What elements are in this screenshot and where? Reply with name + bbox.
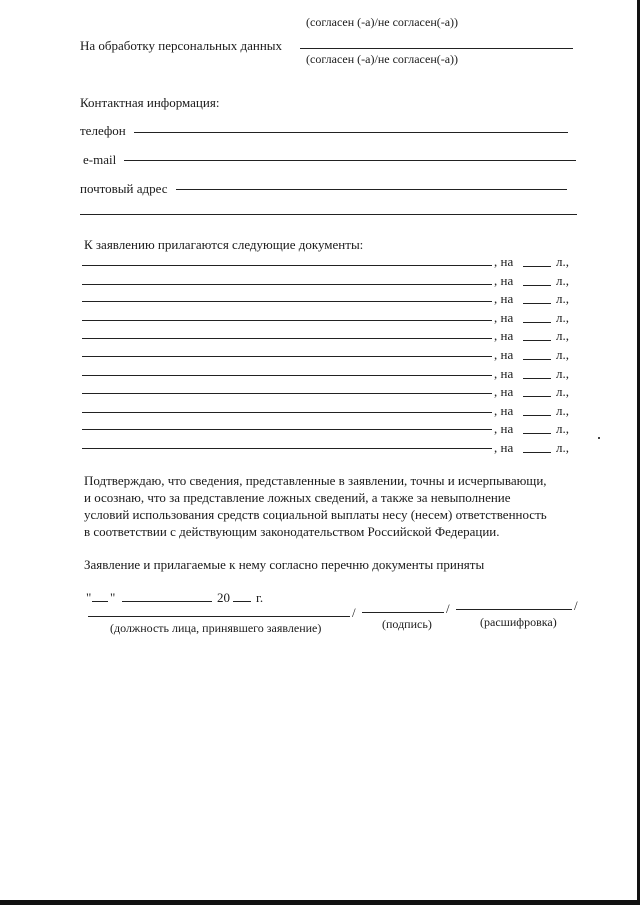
- address-label: почтовый адрес: [80, 181, 168, 196]
- slash-2: /: [446, 601, 450, 616]
- attachment-pages-line[interactable]: [523, 378, 551, 379]
- attachment-doc-line[interactable]: [82, 448, 492, 449]
- slash-3: /: [574, 598, 578, 613]
- email-field-line[interactable]: [124, 160, 576, 161]
- attachment-l-label: л.,: [556, 366, 569, 381]
- confirmation-line-4: в соответствии с действующим законодательством Российской Федерации.: [84, 524, 500, 539]
- position-caption: (должность лица, принявшего заявление): [110, 621, 322, 635]
- attachment-na-label: , на: [494, 328, 514, 343]
- attachment-doc-line[interactable]: [82, 375, 492, 376]
- attachment-doc-line[interactable]: [82, 429, 492, 430]
- address-field-line-2[interactable]: [80, 214, 577, 215]
- attachment-pages-line[interactable]: [523, 359, 551, 360]
- date-month-line[interactable]: [122, 601, 212, 602]
- scan-border-bottom: [0, 900, 640, 905]
- attachment-doc-line[interactable]: [82, 412, 492, 413]
- contact-heading: Контактная информация:: [80, 95, 220, 110]
- confirmation-line-2: и осознаю, что за представление ложных сведений, а также за невыполнение: [84, 490, 511, 505]
- confirmation-line-3: условий использования средств социальной выплаты несу (несем) ответственность: [84, 507, 547, 522]
- attachment-pages-line[interactable]: [523, 433, 551, 434]
- attachment-l-label: л.,: [556, 328, 569, 343]
- attachment-l-label: л.,: [556, 310, 569, 325]
- acceptance-text: Заявление и прилагаемые к нему согласно перечню документы приняты: [84, 557, 485, 572]
- attachment-na-label: , на: [494, 384, 514, 399]
- attachments-heading: К заявлению прилагаются следующие документы:: [84, 237, 364, 252]
- attachment-na-label: , на: [494, 310, 514, 325]
- decoding-caption: (расшифровка): [480, 615, 557, 629]
- date-close-quote: ": [110, 590, 116, 605]
- decoding-field-line[interactable]: [456, 609, 572, 610]
- attachment-na-label: , на: [494, 273, 514, 288]
- attachment-pages-line[interactable]: [523, 415, 551, 416]
- consent-hint-bottom: (согласен (-а)/не согласен(-а)): [306, 52, 459, 66]
- position-field-line[interactable]: [88, 616, 350, 617]
- phone-label: телефон: [80, 123, 126, 138]
- consent-hint-top: (согласен (-а)/не согласен(-а)): [306, 15, 459, 29]
- address-field-line[interactable]: [176, 189, 567, 190]
- attachment-pages-line[interactable]: [523, 322, 551, 323]
- consent-label: На обработку персональных данных: [80, 38, 283, 53]
- email-label: e-mail: [83, 152, 117, 167]
- attachment-pages-line[interactable]: [523, 303, 551, 304]
- consent-field-line[interactable]: [300, 48, 573, 49]
- attachment-na-label: , на: [494, 347, 514, 362]
- attachment-l-label: л.,: [556, 403, 569, 418]
- year-prefix: 20: [217, 590, 230, 605]
- attachment-na-label: , на: [494, 254, 514, 269]
- attachment-l-label: л.,: [556, 291, 569, 306]
- signature-caption: (подпись): [382, 617, 432, 631]
- attachment-l-label: л.,: [556, 347, 569, 362]
- attachment-doc-line[interactable]: [82, 301, 492, 302]
- attachment-doc-line[interactable]: [82, 338, 492, 339]
- attachment-pages-line[interactable]: [523, 340, 551, 341]
- attachment-pages-line[interactable]: [523, 396, 551, 397]
- date-day-line[interactable]: [92, 601, 108, 602]
- attachment-pages-line[interactable]: [523, 452, 551, 453]
- attachment-na-label: , на: [494, 440, 514, 455]
- scan-dot: [598, 437, 600, 439]
- attachment-doc-line[interactable]: [82, 265, 492, 266]
- attachment-l-label: л.,: [556, 273, 569, 288]
- attachment-doc-line[interactable]: [82, 356, 492, 357]
- date-year-line[interactable]: [233, 601, 251, 602]
- signature-field-line[interactable]: [362, 612, 444, 613]
- attachment-doc-line[interactable]: [82, 320, 492, 321]
- confirmation-line-1: Подтверждаю, что сведения, представленные в заявлении, точны и исчерпывающи,: [84, 473, 547, 488]
- attachment-na-label: , на: [494, 403, 514, 418]
- attachment-na-label: , на: [494, 421, 514, 436]
- attachment-l-label: л.,: [556, 421, 569, 436]
- attachment-na-label: , на: [494, 366, 514, 381]
- attachment-l-label: л.,: [556, 254, 569, 269]
- date-open-quote: ": [86, 590, 92, 605]
- attachment-pages-line[interactable]: [523, 266, 551, 267]
- attachment-doc-line[interactable]: [82, 284, 492, 285]
- attachment-l-label: л.,: [556, 384, 569, 399]
- year-suffix: г.: [256, 590, 264, 605]
- attachment-pages-line[interactable]: [523, 285, 551, 286]
- slash-1: /: [352, 605, 356, 620]
- attachment-doc-line[interactable]: [82, 393, 492, 394]
- attachment-na-label: , на: [494, 291, 514, 306]
- phone-field-line[interactable]: [134, 132, 568, 133]
- attachment-l-label: л.,: [556, 440, 569, 455]
